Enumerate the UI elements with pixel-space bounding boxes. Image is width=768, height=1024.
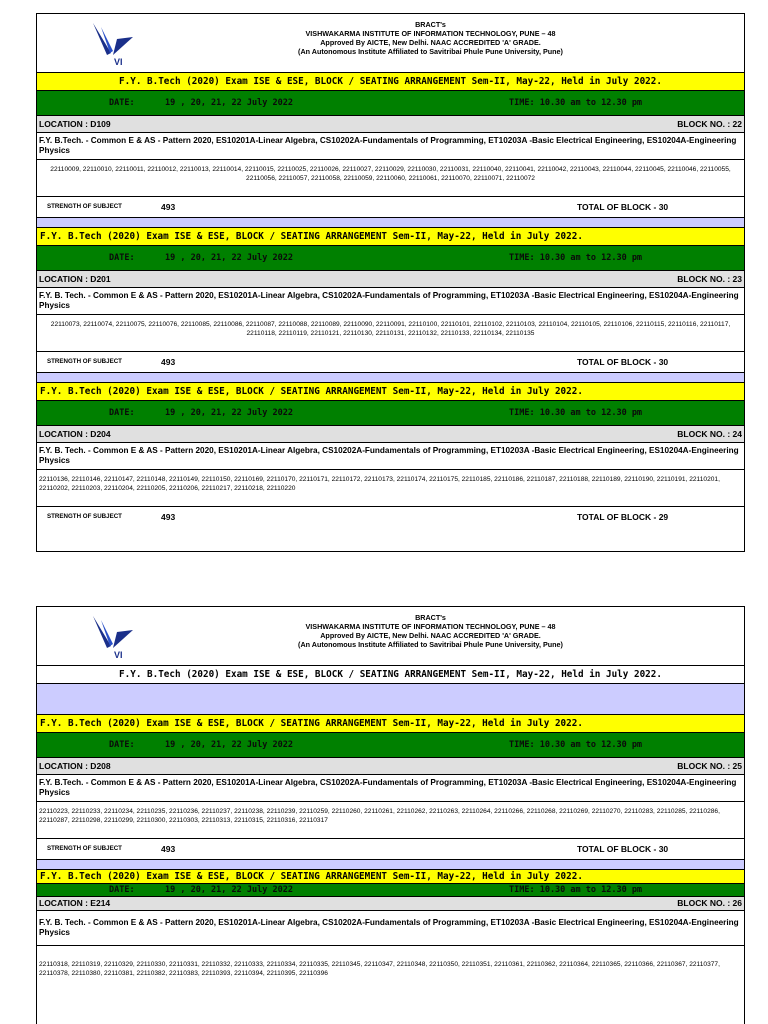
subject-list: F.Y. B. Tech. - Common E & AS - Pattern 2020, ES10201A-Linear Algebra, CS10202A-Fundamentals of Programming, ET10203A -Basic Electrical Engineering, ES10204A-Engineering Physics xyxy=(37,911,744,946)
date-label: DATE: xyxy=(109,98,135,108)
strength-value: 493 xyxy=(161,357,176,367)
location-label: LOCATION : D204 xyxy=(39,429,111,439)
location-row xyxy=(37,271,744,288)
location-label: LOCATION : D201 xyxy=(39,274,111,284)
time-text: TIME: 10.30 am to 12.30 pm xyxy=(509,885,643,895)
strength-label: STRENGTH OF SUBJECT xyxy=(47,203,122,210)
location-row xyxy=(37,897,744,911)
approval-line: Approved By AICTE, New Delhi. NAAC ACCREDITED 'A' GRADE. xyxy=(320,631,541,640)
institute-name: VISHWAKARMA INSTITUTE OF INFORMATION TECHNOLOGY, PUNE – 48 xyxy=(305,622,556,631)
date-time-bar xyxy=(37,401,744,426)
affiliation-line: (An Autonomous Institute Affiliated to Savitribai Phule Pune University, Pune) xyxy=(298,640,563,649)
roll-numbers: 22110073, 22110074, 22110075, 22110076, 22110085, 22110086, 22110087, 22110088, 22110089, 22110090, 22110091, 22110100, 22110101, 22110102, 22110103, 22110104, 22110105, 22110106, 22110115, 22110116, 22110117, 22110118, 22110119, 22110121, 22110130, 22110131, 22110132, 22110133, 22110134, 22110135 xyxy=(37,315,744,352)
header-line-bract: BRACT's xyxy=(415,613,446,622)
svg-text:VI: VI xyxy=(114,57,123,67)
strength-value: 493 xyxy=(161,202,176,212)
strength-value: 493 xyxy=(161,512,176,522)
time-text: TIME: 10.30 am to 12.30 pm xyxy=(509,740,643,750)
exam-title-bar: F.Y. B.Tech (2020) Exam ISE & ESE, BLOCK / SEATING ARRANGEMENT Sem-II, May-22, Held in July 2022. xyxy=(37,666,744,684)
date-time-bar xyxy=(37,733,744,758)
block-number: BLOCK NO. : 26 xyxy=(677,898,742,908)
institute-name: VISHWAKARMA INSTITUTE OF INFORMATION TECHNOLOGY, PUNE – 48 xyxy=(305,29,556,38)
subject-list: F.Y. B. Tech. - Common E & AS - Pattern 2020, ES10201A-Linear Algebra, CS10202A-Fundamentals of Programming, ET10203A -Basic Electrical Engineering, ES10204A-Engineering Physics xyxy=(37,443,744,470)
roll-numbers: 22110009, 22110010, 22110011, 22110012, 22110013, 22110014, 22110015, 22110025, 22110026, 22110027, 22110029, 22110030, 22110031, 22110040, 22110041, 22110042, 22110043, 22110044, 22110045, 22110046, 22110055, 22110056, 22110057, 22110058, 22110059, 22110060, 22110061, 22110070, 22110071, 22110072 xyxy=(37,160,744,197)
date-value: 19 , 20, 21, 22 July 2022 xyxy=(165,408,293,418)
exam-title-bar: F.Y. B.Tech (2020) Exam ISE & ESE, BLOCK / SEATING ARRANGEMENT Sem-II, May-22, Held in July 2022. xyxy=(37,383,744,401)
seating-sheet-1 xyxy=(36,13,745,552)
block-total: TOTAL OF BLOCK - 29 xyxy=(577,512,669,522)
institute-logo xyxy=(87,612,135,660)
strength-label: STRENGTH OF SUBJECT xyxy=(47,845,122,852)
date-value: 19 , 20, 21, 22 July 2022 xyxy=(165,885,293,895)
date-time-bar xyxy=(37,884,744,897)
subject-list: F.Y. B. Tech. - Common E & AS - Pattern 2020, ES10201A-Linear Algebra, CS10202A-Fundamentals of Programming, ET10203A -Basic Electrical Engineering, ES10204A-Engineering Physics xyxy=(37,288,744,315)
strength-row xyxy=(37,197,744,217)
location-label: LOCATION : D208 xyxy=(39,761,111,771)
strength-row xyxy=(37,352,744,372)
separator xyxy=(37,859,744,870)
block-number: BLOCK NO. : 25 xyxy=(677,761,742,771)
svg-text:VI: VI xyxy=(114,650,123,660)
location-label: LOCATION : E214 xyxy=(39,898,111,908)
date-label: DATE: xyxy=(109,885,135,895)
location-row xyxy=(37,758,744,775)
date-value: 19 , 20, 21, 22 July 2022 xyxy=(165,253,293,263)
block-total: TOTAL OF BLOCK - 30 xyxy=(577,357,669,367)
time-text: TIME: 10.30 am to 12.30 pm xyxy=(509,98,643,108)
affiliation-line: (An Autonomous Institute Affiliated to Savitribai Phule Pune University, Pune) xyxy=(298,47,563,56)
roll-numbers: 22110223, 22110233, 22110234, 22110235, 22110236, 22110237, 22110238, 22110239, 22110259, 22110260, 22110261, 22110262, 22110263, 22110264, 22110266, 22110268, 22110269, 22110270, 22110283, 22110285, 22110286, 22110287, 22110298, 22110299, 22110300, 22110303, 22110313, 22110315, 22110316, 22110317 xyxy=(37,802,744,839)
date-label: DATE: xyxy=(109,408,135,418)
subject-list: F.Y. B.Tech. - Common E & AS - Pattern 2020, ES10201A-Linear Algebra, CS10202A-Fundamentals of Programming, ET10203A -Basic Electrical Engineering, ES10204A-Engineering Physics xyxy=(37,775,744,802)
institute-header xyxy=(37,14,744,73)
header-line-bract: BRACT's xyxy=(415,20,446,29)
strength-label: STRENGTH OF SUBJECT xyxy=(47,358,122,365)
date-value: 19 , 20, 21, 22 July 2022 xyxy=(165,98,293,108)
strength-row xyxy=(37,839,744,859)
strength-value: 493 xyxy=(161,844,176,854)
roll-numbers: 22110318, 22110319, 22110329, 22110330, 22110331, 22110332, 22110333, 22110334, 22110335, 22110345, 22110347, 22110348, 22110350, 22110351, 22110361, 22110362, 22110364, 22110365, 22110366, 22110367, 22110377, 22110378, 22110380, 22110381, 22110382, 22110383, 22110393, 22110394, 22110395, 22110396 xyxy=(39,961,720,977)
roll-numbers: 22110136, 22110146, 22110147, 22110148, 22110149, 22110150, 22110169, 22110170, 22110171, 22110172, 22110173, 22110174, 22110175, 22110185, 22110186, 22110187, 22110188, 22110189, 22110190, 22110191, 22110201, 22110202, 22110203, 22110204, 22110205, 22110206, 22110217, 22110218, 22110220 xyxy=(37,470,744,507)
subject-list: F.Y. B.Tech. - Common E & AS - Pattern 2020, ES10201A-Linear Algebra, CS10202A-Fundamentals of Programming, ET10203A -Basic Electrical Engineering, ES10204A-Engineering Physics xyxy=(37,133,744,160)
strength-label: STRENGTH OF SUBJECT xyxy=(47,513,122,520)
time-text: TIME: 10.30 am to 12.30 pm xyxy=(509,253,643,263)
seating-sheet-2 xyxy=(36,606,745,1024)
strength-row xyxy=(37,507,744,527)
institute-header xyxy=(37,607,744,666)
institute-logo xyxy=(87,19,135,67)
time-text: TIME: 10.30 am to 12.30 pm xyxy=(509,408,643,418)
date-time-bar xyxy=(37,246,744,271)
exam-title-bar: F.Y. B.Tech (2020) Exam ISE & ESE, BLOCK / SEATING ARRANGEMENT Sem-II, May-22, Held in July 2022. xyxy=(37,870,744,884)
exam-title-bar: F.Y. B.Tech (2020) Exam ISE & ESE, BLOCK / SEATING ARRANGEMENT Sem-II, May-22, Held in July 2022. xyxy=(37,715,744,733)
block-number: BLOCK NO. : 24 xyxy=(677,429,742,439)
separator xyxy=(37,217,744,228)
date-value: 19 , 20, 21, 22 July 2022 xyxy=(165,740,293,750)
location-label: LOCATION : D109 xyxy=(39,119,111,129)
exam-title-bar: F.Y. B.Tech (2020) Exam ISE & ESE, BLOCK / SEATING ARRANGEMENT Sem-II, May-22, Held in July 2022. xyxy=(37,73,744,91)
block-total: TOTAL OF BLOCK - 30 xyxy=(577,202,669,212)
date-time-bar xyxy=(37,91,744,116)
date-label: DATE: xyxy=(109,740,135,750)
exam-title-bar: F.Y. B.Tech (2020) Exam ISE & ESE, BLOCK / SEATING ARRANGEMENT Sem-II, May-22, Held in July 2022. xyxy=(37,228,744,246)
block-total: TOTAL OF BLOCK - 30 xyxy=(577,844,669,854)
location-row xyxy=(37,116,744,133)
location-row xyxy=(37,426,744,443)
block-number: BLOCK NO. : 23 xyxy=(677,274,742,284)
date-label: DATE: xyxy=(109,253,135,263)
separator xyxy=(37,372,744,383)
separator xyxy=(37,684,744,715)
approval-line: Approved By AICTE, New Delhi. NAAC ACCREDITED 'A' GRADE. xyxy=(320,38,541,47)
block-number: BLOCK NO. : 22 xyxy=(677,119,742,129)
